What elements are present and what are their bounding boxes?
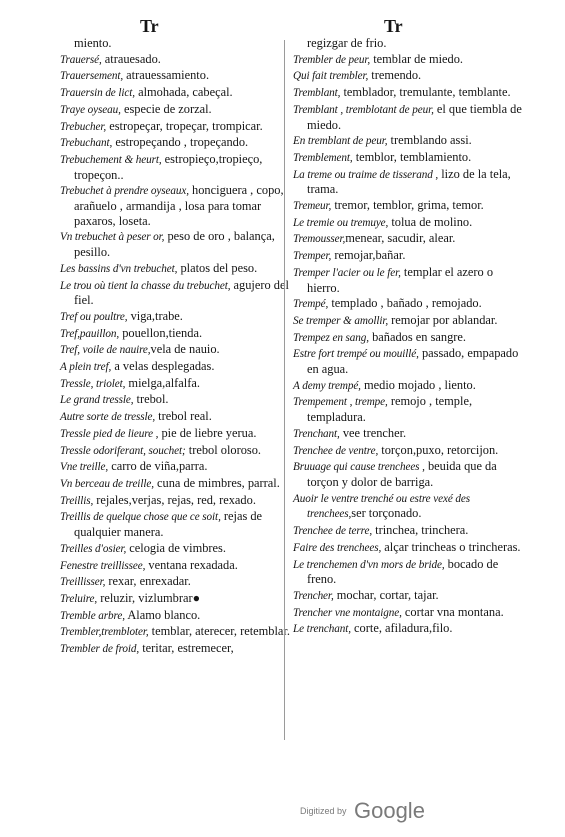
dictionary-entry bbox=[293, 36, 525, 51]
entry-translation: trebol oloroso. bbox=[185, 442, 262, 457]
dictionary-entry bbox=[293, 265, 525, 295]
entry-headword: Treillis, bbox=[60, 494, 94, 507]
dictionary-entry bbox=[293, 85, 525, 101]
entry-translation: trebol. bbox=[133, 392, 169, 407]
dictionary-entry bbox=[60, 409, 290, 425]
entry-translation: atrauessamiento. bbox=[123, 68, 210, 83]
dictionary-entry bbox=[60, 85, 290, 101]
entry-headword: A plein tref, bbox=[60, 361, 112, 374]
entry-headword: Tressle, triolet, bbox=[60, 377, 126, 390]
dictionary-entry bbox=[293, 621, 525, 637]
dictionary-entry bbox=[293, 443, 525, 459]
entry-translation: cortar vna montana. bbox=[401, 604, 504, 619]
entry-translation: vee trencher. bbox=[339, 425, 407, 440]
entry-translation: atrauesado. bbox=[101, 51, 161, 66]
entry-translation: almohada, cabeçal. bbox=[134, 85, 233, 100]
entry-translation: viga,trabe. bbox=[127, 308, 183, 323]
entry-translation: reluzir, vizlumbrar● bbox=[97, 590, 201, 605]
entry-translation: agujero del fiel. bbox=[74, 277, 289, 308]
dictionary-entry bbox=[60, 278, 290, 308]
dictionary-entry bbox=[60, 229, 290, 259]
entry-translation: beuida que da torçon y dolor de barriga. bbox=[307, 459, 497, 489]
entry-headword: Trauersement, bbox=[60, 70, 124, 83]
entry-translation: temblador, tremulante, temblante. bbox=[340, 85, 511, 100]
entry-headword: Treillisser, bbox=[60, 576, 106, 589]
entry-headword: Tremblement, bbox=[293, 151, 353, 164]
left-column bbox=[60, 36, 290, 658]
entry-headword: Le trou où tient la chasse du trebuchet, bbox=[60, 279, 231, 292]
dictionary-entry bbox=[293, 394, 525, 424]
entry-translation: peso de oro , balança, pesillo. bbox=[74, 229, 275, 260]
entry-headword: Trebuchet à prendre oyseaux, bbox=[60, 185, 189, 198]
entry-translation: torçon,puxo, retorcijon. bbox=[378, 442, 499, 457]
dictionary-entry bbox=[60, 183, 290, 228]
dictionary-entry bbox=[60, 261, 290, 277]
entry-headword: Tressle pied de lieure , bbox=[60, 427, 159, 440]
dictionary-entry bbox=[293, 557, 525, 587]
dictionary-entry bbox=[293, 330, 525, 346]
entry-headword: Le tremie ou tremuye, bbox=[293, 216, 389, 229]
digitization-watermark bbox=[300, 798, 480, 824]
entry-translation: miento. bbox=[74, 36, 112, 50]
entry-translation: Alamo blanco. bbox=[124, 607, 201, 622]
dictionary-entry bbox=[60, 558, 290, 574]
dictionary-entry bbox=[60, 641, 290, 657]
dictionary-entry bbox=[60, 426, 290, 442]
dictionary-entry bbox=[60, 376, 290, 392]
entry-translation: rejales,verjas, rejas, red, rexado. bbox=[93, 492, 256, 507]
entry-headword: Tremousser, bbox=[293, 233, 346, 246]
entry-headword: Vne treille, bbox=[60, 461, 109, 474]
dictionary-entry bbox=[60, 342, 290, 358]
entry-translation: el que tiembla de miedo. bbox=[307, 101, 522, 132]
entry-translation: alçar trincheas o trincheras. bbox=[381, 539, 521, 554]
dictionary-entry bbox=[60, 68, 290, 84]
entry-translation: menear, sacudir, alear. bbox=[345, 231, 456, 246]
entry-translation: mochar, cortar, tajar. bbox=[333, 587, 439, 602]
entry-translation: teritar, estremecer, bbox=[139, 641, 234, 656]
entry-headword: Trembler de peur, bbox=[293, 53, 371, 66]
entry-headword: Trempez en sang, bbox=[293, 331, 369, 344]
entry-headword: Le trenchemen d'vn mors de bride, bbox=[293, 558, 445, 571]
entry-headword: Trebuchant, bbox=[60, 137, 113, 150]
entry-translation: temblor, temblamiento. bbox=[352, 149, 472, 164]
entry-translation: celogia de vimbres. bbox=[126, 540, 226, 555]
entry-translation: carro de viña,parra. bbox=[108, 459, 208, 474]
entry-headword: Qui fait trembler, bbox=[293, 70, 369, 83]
entry-headword: Faire des trenchees, bbox=[293, 541, 382, 554]
entry-translation: temblar, aterecer, retemblar. bbox=[148, 624, 290, 639]
entry-headword: Tref,pauillon, bbox=[60, 327, 120, 340]
entry-headword: Le grand tressle, bbox=[60, 394, 134, 407]
entry-headword: Trempement , trempe, bbox=[293, 396, 388, 409]
google-logo: Google bbox=[353, 798, 425, 823]
entry-translation: lizo de la tela, trama. bbox=[307, 166, 511, 197]
entry-headword: En tremblant de peur, bbox=[293, 135, 388, 148]
dictionary-entry bbox=[293, 167, 525, 197]
dictionary-entry bbox=[293, 459, 525, 489]
entry-headword: Trembler de froid, bbox=[60, 643, 140, 656]
entry-translation: regizgar de frio. bbox=[307, 36, 387, 50]
entry-translation: vela de nauio. bbox=[150, 342, 220, 357]
dictionary-entry bbox=[293, 248, 525, 264]
entry-headword: Trencher vne montaigne, bbox=[293, 606, 402, 619]
entry-translation: passado, empapado en agua. bbox=[307, 346, 519, 377]
entry-headword: Autre sorte de tressle, bbox=[60, 411, 156, 424]
entry-headword: Traye oyseau, bbox=[60, 103, 121, 116]
dictionary-entry bbox=[60, 459, 290, 475]
entry-headword: Treilles d'osier, bbox=[60, 542, 127, 555]
dictionary-entry bbox=[60, 392, 290, 408]
dictionary-entry bbox=[293, 378, 525, 394]
dictionary-entry bbox=[293, 215, 525, 231]
entry-translation: honciguera , copo, arañuelo , armandija , losa para tomar paxaros, loseta. bbox=[74, 183, 284, 228]
entry-translation: tolua de molino. bbox=[388, 214, 473, 229]
entry-headword: Tref, voile de nauire, bbox=[60, 344, 151, 357]
entry-headword: Trembler,trembloter, bbox=[60, 626, 149, 639]
entry-headword: Treillis de quelque chose que ce soit, bbox=[60, 511, 221, 524]
entry-headword: Bruuage qui cause trenchees , bbox=[293, 461, 425, 474]
entry-headword: Tremblant , tremblotant de peur, bbox=[293, 103, 434, 116]
dictionary-entry bbox=[60, 135, 290, 151]
dictionary-entry bbox=[293, 133, 525, 149]
entry-headword: Trenchee de terre, bbox=[293, 525, 373, 538]
entry-translation: tremblando assi. bbox=[387, 133, 472, 148]
left-running-head: Tr bbox=[140, 16, 159, 36]
dictionary-entry bbox=[293, 346, 525, 376]
entry-headword: Trebuchement & heurt, bbox=[60, 153, 162, 166]
entry-headword: Vn berceau de treille, bbox=[60, 477, 154, 490]
dictionary-entry bbox=[60, 608, 290, 624]
entry-headword: Trebucher, bbox=[60, 120, 107, 133]
entry-translation: pie de liebre yerua. bbox=[158, 425, 257, 440]
entry-translation: platos del peso. bbox=[177, 260, 258, 275]
dictionary-entry bbox=[293, 102, 525, 132]
dictionary-entry bbox=[60, 152, 290, 182]
entry-translation: bocado de freno. bbox=[307, 556, 499, 587]
dictionary-entry bbox=[293, 313, 525, 329]
dictionary-entry bbox=[293, 426, 525, 442]
entry-translation: tremor, temblor, grima, temor. bbox=[331, 198, 484, 213]
entry-headword: Tremeur, bbox=[293, 200, 332, 213]
entry-translation: remojar,bañar. bbox=[331, 248, 406, 263]
dictionary-entry bbox=[293, 198, 525, 214]
dictionary-entry bbox=[60, 624, 290, 640]
entry-translation: rejas de qualquier manera. bbox=[74, 509, 263, 540]
entry-translation: pouellon,tienda. bbox=[119, 325, 203, 340]
entry-headword: Auoir le ventre trenché ou estre vexé des trenchees, bbox=[293, 492, 470, 521]
dictionary-entry bbox=[293, 150, 525, 166]
dictionary-entry bbox=[60, 119, 290, 135]
dictionary-entry bbox=[60, 574, 290, 590]
entry-headword: Tremper l'acier ou le fer, bbox=[293, 266, 401, 279]
entry-translation: rexar, enrexadar. bbox=[105, 574, 191, 589]
dictionary-entry bbox=[60, 102, 290, 118]
dictionary-entry bbox=[293, 296, 525, 312]
entry-translation: templar el azero o hierro. bbox=[307, 264, 494, 295]
right-running-head: Tr bbox=[384, 16, 403, 36]
entry-translation: bañados en sangre. bbox=[369, 329, 467, 344]
entry-headword: La treme ou traime de tisserand , bbox=[293, 168, 439, 181]
entry-headword: Trencher, bbox=[293, 589, 334, 602]
entry-translation: remojo , temple, templadura. bbox=[307, 394, 473, 425]
entry-headword: Trenchant, bbox=[293, 427, 340, 440]
dictionary-entry bbox=[60, 493, 290, 509]
dictionary-entry bbox=[293, 231, 525, 247]
dictionary-entry bbox=[60, 541, 290, 557]
entry-headword: Trempé, bbox=[293, 298, 329, 311]
entry-headword: Tressle odoriferant, souchet; bbox=[60, 444, 186, 457]
dictionary-entry bbox=[293, 68, 525, 84]
entry-headword: A demy trempé, bbox=[293, 379, 361, 392]
dictionary-entry bbox=[293, 491, 525, 522]
entry-translation: remojar por ablandar. bbox=[388, 312, 498, 327]
entry-translation: templado , bañado , remojado. bbox=[328, 296, 482, 311]
entry-headword: Tremper, bbox=[293, 250, 332, 263]
dictionary-entry bbox=[60, 52, 290, 68]
dictionary-entry bbox=[60, 509, 290, 539]
entry-headword: Trauersin de lict, bbox=[60, 87, 135, 100]
dictionary-entry bbox=[293, 523, 525, 539]
entry-headword: Treluire, bbox=[60, 592, 98, 605]
column-divider bbox=[284, 40, 285, 740]
entry-translation: especie de zorzal. bbox=[120, 101, 212, 116]
entry-headword: Fenestre treillissee, bbox=[60, 559, 146, 572]
entry-headword: Le trenchant, bbox=[293, 623, 351, 636]
entry-translation: cuna de mimbres, parral. bbox=[153, 475, 280, 490]
entry-translation: a velas desplegadas. bbox=[111, 359, 215, 374]
entry-translation: corte, afiladura,filo. bbox=[350, 621, 453, 636]
entry-translation: trinchea, trinchera. bbox=[372, 523, 469, 538]
dictionary-entry bbox=[293, 540, 525, 556]
dictionary-entry bbox=[60, 443, 290, 459]
right-column bbox=[293, 36, 525, 638]
entry-headword: Tremblant, bbox=[293, 87, 341, 100]
entry-headword: Tremble arbre, bbox=[60, 609, 125, 622]
entry-headword: Les bassins d'vn trebuchet, bbox=[60, 262, 178, 275]
entry-translation: medio mojado , liento. bbox=[360, 377, 476, 392]
dictionary-entry bbox=[60, 476, 290, 492]
entry-headword: Trenchee de ventre, bbox=[293, 444, 379, 457]
entry-translation: temblar de miedo. bbox=[370, 51, 464, 66]
entry-headword: Estre fort trempé ou mouillé, bbox=[293, 348, 419, 361]
dictionary-entry bbox=[293, 52, 525, 68]
entry-translation: estropeçar, tropeçar, trompicar. bbox=[106, 118, 263, 133]
entry-headword: Tref ou poultre, bbox=[60, 310, 128, 323]
dictionary-entry bbox=[293, 605, 525, 621]
entry-headword: Se tremper & amollir, bbox=[293, 314, 389, 327]
entry-headword: Trauersé, bbox=[60, 53, 102, 66]
dictionary-entry bbox=[60, 309, 290, 325]
dictionary-entry bbox=[60, 591, 290, 607]
entry-translation: estropieço,tropieço, tropeçon.. bbox=[74, 151, 263, 182]
entry-translation: ventana rexadada. bbox=[145, 557, 238, 572]
entry-translation: trebol real. bbox=[155, 409, 212, 424]
entry-translation: ser torçonado. bbox=[351, 506, 422, 521]
entry-translation: estropeçando , tropeçando. bbox=[112, 135, 249, 150]
entry-headword: Vn trebuchet à peser or, bbox=[60, 231, 165, 244]
dictionary-entry bbox=[293, 588, 525, 604]
entry-translation: tremendo. bbox=[368, 68, 422, 83]
dictionary-entry bbox=[60, 359, 290, 375]
dictionary-entry bbox=[60, 326, 290, 342]
dictionary-entry bbox=[60, 36, 290, 51]
entry-translation: mielga,alfalfa. bbox=[125, 375, 200, 390]
digitized-by-text: Digitized by bbox=[300, 806, 347, 816]
